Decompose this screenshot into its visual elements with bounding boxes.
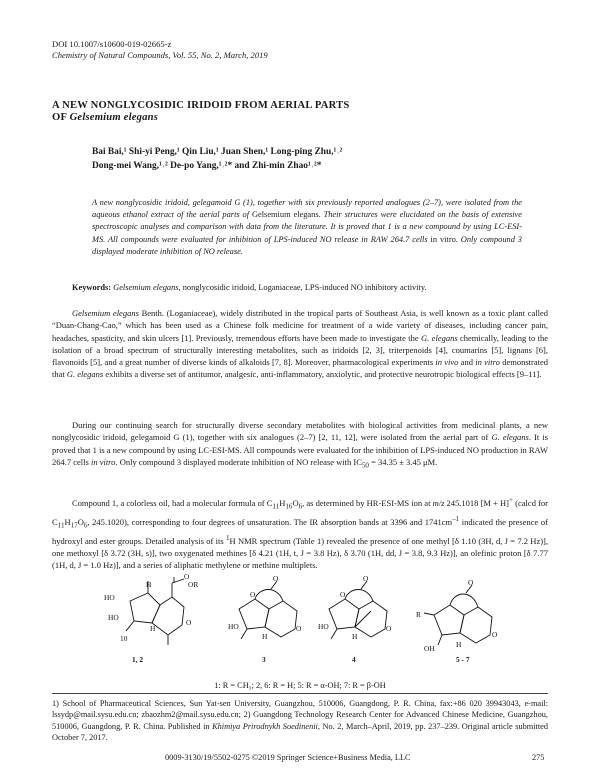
c4-atom-1: R [416,610,421,619]
p1-species: Gelsemium elegans [72,308,139,318]
c2-atom-4: O [296,624,302,633]
structure-1-2 [126,577,184,645]
footnote-text: 1) School of Pharmaceutical Sciences, Sun Yat-sen University, Guangzhou, 510006, Guangdong, P. R. China, fax:+86 020 39943043, e-mail: lssydp@mail.sysu.edu.cn; zhaozhm2@mail.sysu.edu.cn; 2) Guangdong Technology Research Center for Advanced Chinese Medicine, Guangzhou, 510006, Guangdong, P. R. China. Published in [52,699,548,731]
p1-b: chemically, leading to the isolation of a broad spectrum of structurally interesting metabolites, such as iridoids [2, 3], triterpenoids [4], coumarins [5], lignans [6], flavonoids [5], and a great number of diverse kinds of alkaloids [7, 8]. Moreover, pharmacological experiments [52,332,549,368]
c1-atom-5: H [146,580,152,589]
authors-line1: Bai Bai,¹ Shi-yi Peng,¹ Qin Liu,¹ Juan Shen,¹ Long-ping Zhu,¹˒² [92,147,343,157]
p3-h: H [279,497,286,508]
p2-d: = 34.35 ± 3.45 μM. [368,456,438,467]
c3-atom-3: O [340,590,346,599]
p3-a: Compound 1, a colorless oil, had a molecular formula of C [72,497,273,508]
p1-c: demonstrated that [52,357,548,380]
author-list [92,145,512,173]
authors-line2: Dong-mei Wang,¹˒² De-po Yang,¹˒²* and Zhi-min Zhao¹˒²* [92,161,322,171]
c4-atom-4: O [492,630,498,639]
p3-d: (calcd for C [52,497,548,527]
label-compound-5-7: 5 - 7 [456,655,470,664]
p3-f: indicated the presence of hydroxyl and ester groups. Detailed analysis of its [52,516,548,546]
structure-5-7 [424,585,492,645]
abstract-s3: Only compound 3 displayed moderate inhibition of NO release. [92,234,522,256]
p1-vitro: in vitro [475,357,500,368]
article-title-line2 [52,111,158,124]
p3-mz: m/z [432,497,445,508]
structures-figure [90,573,530,665]
p3-g3: 6 [83,521,88,530]
doi: DOI 10.1007/s10600-019-02665-z [52,39,172,49]
footnote-journal: Khimiya Prirodnykh Soedinenii [212,721,318,731]
p3-f2: 16 [285,502,293,511]
p1-ge: G. elegans [421,332,458,343]
c4-atom-5: H [456,640,462,649]
footnote-divider [52,693,548,694]
p3-g1: 11 [57,521,65,530]
c1-atom-8: 10 [120,634,128,643]
figure-caption: 1: R = CH₃; 2, 6: R = H; 5: R = α-OH; 7: R = β-OH [214,681,386,690]
paragraph-3 [52,494,548,571]
abstract-species: Gelsemium elegans. [251,210,321,220]
journal-citation: Chemistry of Natural Compounds, Vol. 55, No. 2, March, 2019 [52,50,268,60]
c1-atom-4: OR [188,580,199,589]
keywords-rest: , nonglycosidic iridoid, Loganiaceae, LPS-induced NO inhibitory activity. [178,283,427,292]
p3-o: O [292,497,299,508]
c3-atom-4: O [386,624,392,633]
label-compound-4: 4 [352,655,356,664]
keywords-species: Gelsemium elegans [113,283,179,292]
p2-vitro: in vitro [90,456,116,467]
title-prefix: OF [52,112,70,123]
p3-g: H NMR spectrum (Table 1) revealed the presence of one methyl [δ 1.10 (3H, d, J = 7.2 Hz)], one methoxyl [δ 3.72 (3H, s)], two oxygenated methines [δ 4.21 (1H, t, J = 3.8 Hz), δ 3.70 (1H, dd, J = 3.8, 9.3 Hz)], an olefinic proton [δ 7.77 (1H, d, J = 1.0 Hz)], and a series of aliphatic methylene or methine multiplets. [52,535,549,571]
p1-ge2: G. elegans [66,369,104,380]
p3-c: 245.1018 [M + H] [444,497,510,508]
p3-f1: 11 [272,502,280,511]
p2-b: . It is proved that 1 is a new compound by using LC-ESI-MS. All compounds were evaluated for the inhibition of LPS-induced NO production in RAW 264.7 cells [52,432,548,467]
c1-atom-3: O [184,573,190,581]
c2-atom-1: HO [228,622,239,631]
p1-and: and [458,357,476,368]
p3-f3: 6 [298,502,303,511]
keywords-label: Keywords: [72,283,112,292]
p1-a: Benth. (Loganiaceae), widely distributed in the tropical parts of Southeast Asia, is well known as a toxic plant called “Duan-Chang-Cao,” which has been used as a Chinese folk medicine for treatment of a wide variety of diseases, including cancer pain, headaches, spasticity, and skin ulcers [1]. Previously, tremendous efforts have been made to investigate the [52,308,548,343]
abstract-s2: Their structures were elucidated on the basis of extensive spectroscopic analyses and comparison with data from the literature. It is proved that 1 is a new compound by using LC-ESI-MS. All compounds were evaluated for inhibition of LPS-induced NO release in RAW 264.7 cells [92,210,522,244]
p3-plus: + [509,496,514,504]
paragraph-2 [52,419,548,472]
p3-o2: O [77,516,84,527]
c4-atom-3: O [468,578,474,587]
p3-h2: H [64,516,71,527]
paragraph-1 [52,307,548,381]
label-compound-1-2: 1, 2 [132,655,144,664]
c4-atom-2: OH [424,644,435,653]
p3-e: , 245.1020), corresponding to four degrees of unsaturation. The IR absorption bands at 3396 and 1741cm [87,516,453,527]
p2-c: . Only compound 3 displayed moderate inhibition of NO release with IC [115,456,362,467]
p3-g2: 17 [70,521,78,530]
c3-atom-1: HO [318,622,329,631]
p2-ge: G. elegans [491,432,529,443]
page-number: 275 [532,753,545,762]
p3-sup: –1 [452,514,460,523]
c1-atom-6: H [150,624,156,633]
title-species: Gelsemium elegans [69,112,159,123]
copyright-line: 0009-3130/19/5502-0275 ©2019 Springer Science+Business Media, LLC [165,753,411,762]
abstract [92,197,522,258]
abstract-vitro: in vitro. [430,234,458,244]
c3-atom-2: O [363,574,369,583]
c1-atom-7: O [186,618,192,627]
c1-atom-2: HO [108,613,119,622]
footnote [52,698,548,744]
abstract-s1: A new nonglycosidic iridoid, gelegamoid G (1), together with six previously reported analogues (2–7), were isolated from the aqueous ethanol extract of the aerial parts of [92,198,522,220]
structure-4 [329,581,387,639]
p2-sub: 50 [361,461,369,470]
p1-d: exhibits a diverse set of antitumor, analgesic, anti-inflammatory, anxiolytic, and protective neurotropic biological effects [9–11]. [103,369,542,380]
c2-atom-2: O [273,574,279,583]
footnote-rest: , No. 2, March–April, 2019, pp. 237–239. Original article submitted October 7, 2017. [52,721,548,743]
p2-a: During our continuing search for structurally diverse secondary metabolites with biological activities from medicinal plants, a new nonglycosidic iridoid, gelegamoid G (1), together with six analogues (2–7) [2, 11, 12], were isolated from the aerial part of [52,420,548,443]
c1-atom-1: HO [104,593,115,602]
p1-vivo: in vivo [435,357,459,368]
p3-b: , as determined by HR-ESI-MS ion at [302,497,433,508]
structure-3 [239,581,297,639]
label-compound-3: 3 [262,655,266,664]
structures-svg [90,573,530,665]
article-title-line1: A NEW NONGLYCOSIDIC IRIDOID FROM AERIAL PARTS [52,100,350,111]
c2-atom-3: O [250,590,256,599]
c3-atom-5: H [352,632,358,641]
keywords [72,282,542,294]
p3-sup1: 1 [225,533,230,542]
c2-atom-5: H [262,632,268,641]
